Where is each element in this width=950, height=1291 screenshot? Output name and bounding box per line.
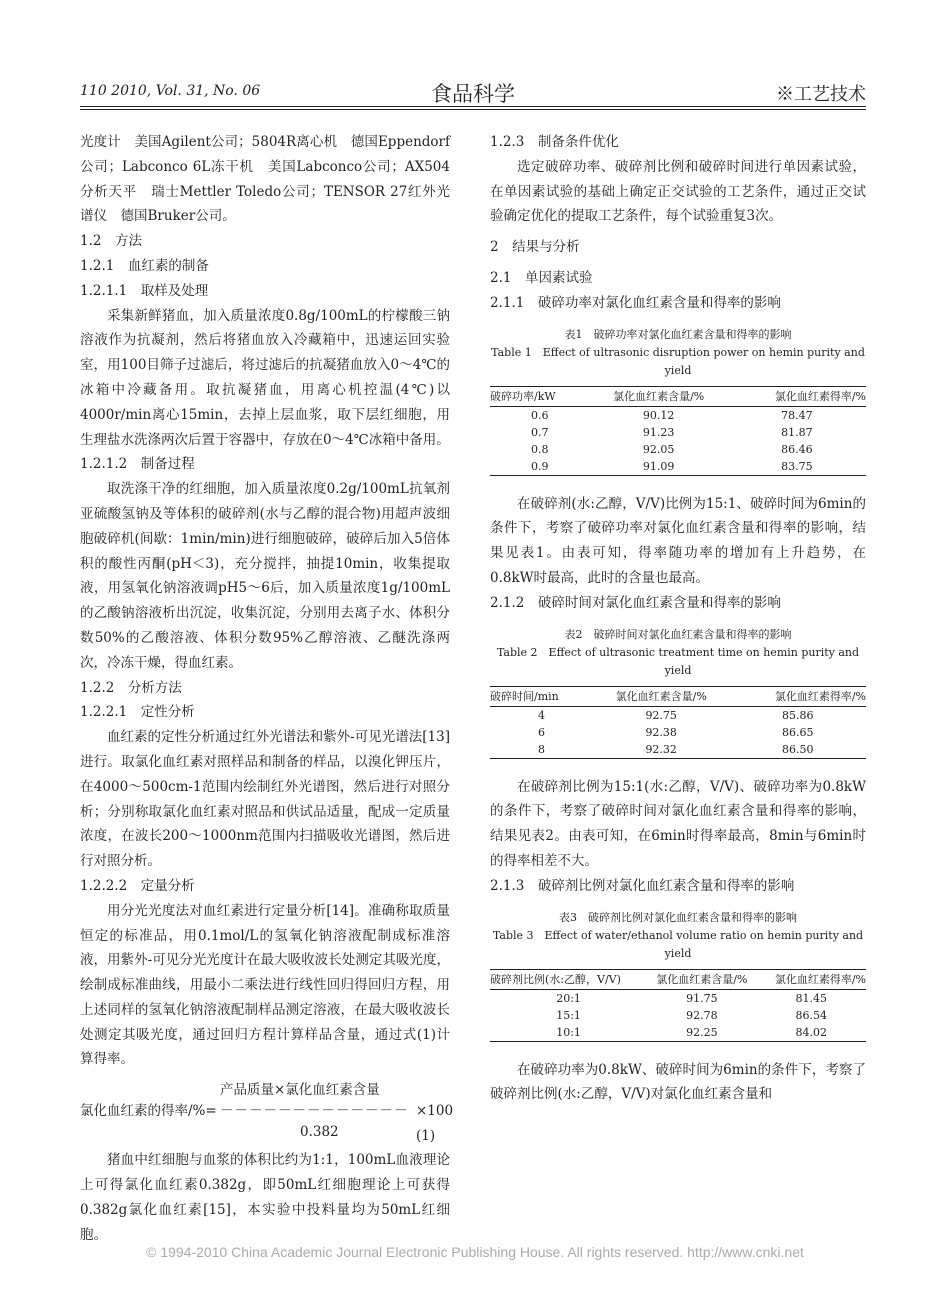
paragraph-after-table-1: 在破碎剂(水:乙醇，V/V)比例为15:1、破碎时间为6min的条件下，考察了破碎功率对氯化血红素含量和得率的影响，结果见表1。由表可知，得率随功率的增加有上升趋势，在0.8kW时最高，此时的含量也最高。 — [490, 495, 866, 586]
page-and-issue: 110 2010, Vol. 31, No. 06 — [80, 83, 261, 99]
table-header: 氯化血红素含量/% — [647, 969, 756, 989]
paragraph-equipment: 光度计 美国Agilent公司；5804R离心机 德国Eppendorf公司；Labconco 6L冻干机 美国Labconco公司；AX504分析天平 瑞士Mettler Toledo公司；TENSOR 27红外光谱仪 德国Bruker公司。 — [80, 134, 450, 225]
equation-multiplier: ×100 (1) — [416, 1103, 454, 1145]
paragraph-preparation: 取洗涤干净的红细胞，加入质量浓度0.2g/100mL抗氧剂亚硫酸氢钠及等体积的破碎剂(水与乙醇的混合物)用超声波细胞破碎机(间歇：1min/min)进行细胞破碎，破碎后加入5倍体积的酸性丙酮(pH＜3)，充分搅拌，抽提10min，收集提取液，用氢氧化钠溶液调pH5～6后，加入质量浓度1g/100mL的乙酸钠溶液析出沉淀，收集沉淀，分别用去离子水、体积分数50%的乙酸溶液、体积分数95%乙醇溶液、乙醚洗涤两次，冷冻干燥，得血红素。 — [80, 481, 450, 671]
table-row — [490, 1007, 866, 1024]
table-cell: 8 — [490, 741, 593, 759]
running-header — [80, 78, 866, 108]
heading-1-2-1-2: 1.2.1.2 制备过程 — [80, 456, 195, 473]
table-cell: 91.75 — [686, 991, 718, 1005]
table-cell: 4 — [537, 708, 545, 722]
table-header: 氯化血红素得率/% — [728, 386, 866, 406]
table-row — [490, 441, 866, 458]
table-1 — [490, 386, 866, 476]
table-row — [490, 458, 866, 476]
table-3-title-cn: 表3 破碎剂比例对氯化血红素含量和得率的影响 — [559, 910, 797, 924]
table-row — [490, 741, 866, 759]
table-cell: 81.87 — [781, 425, 813, 439]
journal-title: 食品科学 — [431, 82, 515, 106]
heading-1-2-2-2: 1.2.2.2 定量分析 — [80, 877, 195, 894]
table-cell: 78.47 — [781, 408, 813, 422]
table-2-caption — [490, 626, 866, 680]
heading-1-2-3: 1.2.3 制备条件优化 — [490, 134, 619, 150]
table-cell: 92.05 — [642, 442, 675, 456]
heading-2-1-3: 2.1.3 破碎剂比例对氯化血红素含量和得率的影响 — [490, 877, 795, 894]
paragraph-quantitative: 用分光光度法对血红素进行定量分析[14]。准确称取质量恒定的标准品，用0.1mol/L的氢氧化钠溶液配制成标准溶液，用紫外-可见分光光度计在最大吸收波长处测定其吸光度，绘制成标准曲线，用最小二乘法进行线性回归得回归方程，用上述同样的氢氧化钠溶液配制样品测定溶液，在最大吸收波长处测定其吸光度，通过回归方程计算样品含量，通过式(1)计算得率。 — [80, 902, 450, 1068]
equation-numerator: 产品质量×氯化血红素含量 — [220, 1082, 380, 1099]
table-cell: 86.65 — [781, 725, 814, 739]
paragraph-optimization: 选定破碎功率、破碎剂比例和破碎时间进行单因素试验，在单因素试验的基础上确定正交试验的工艺条件，通过正交试验确定优化的提取工艺条件，每个试验重复3次。 — [490, 158, 866, 225]
table-cell: 91.23 — [642, 425, 675, 439]
table-1-caption — [490, 326, 866, 380]
heading-1-2-1-1: 1.2.1.1 取样及处理 — [80, 282, 209, 299]
table-cell: 0.9 — [490, 458, 590, 476]
table-cell: 0.7 — [531, 425, 549, 439]
table-cell: 10:1 — [490, 1024, 647, 1042]
table-3 — [490, 969, 866, 1042]
left-column — [80, 130, 454, 1247]
heading-2-1-1: 2.1.1 破碎功率对氯化血红素含量和得率的影响 — [490, 294, 781, 311]
paragraph-after-table-3: 在破碎功率为0.8kW、破碎时间为6min的条件下，考察了破碎剂比例(水:乙醇，V/V)对氯化血红素含量和 — [490, 1061, 866, 1103]
equation-lhs: 氯化血红素的得率/%= — [80, 1103, 217, 1120]
table-header: 破碎时间/min — [490, 686, 593, 706]
table-cell: 86.46 — [781, 442, 813, 456]
table-header: 破碎剂比例(水:乙醇，V/V) — [490, 969, 647, 989]
table-row — [490, 424, 866, 441]
table-row — [490, 724, 866, 741]
table-row — [490, 1024, 866, 1042]
table-cell: 92.38 — [645, 725, 677, 739]
table-cell: 84.02 — [757, 1024, 866, 1042]
table-row — [490, 406, 866, 424]
table-cell: 92.75 — [645, 708, 677, 722]
table-cell: 92.32 — [593, 741, 730, 759]
table-cell: 85.86 — [781, 708, 814, 722]
table-cell: 86.50 — [729, 741, 866, 759]
table-row — [490, 989, 866, 1007]
table-cell: 90.12 — [642, 408, 675, 422]
table-header: 氯化血红素含量/% — [590, 386, 728, 406]
header-rule-second — [80, 109, 866, 110]
table-cell: 92.78 — [686, 1008, 718, 1022]
equation-fraction-bar: －－－－－－－－－－－－－ — [220, 1103, 409, 1120]
table-2-title-cn: 表2 破碎时间对氯化血红素含量和得率的影响 — [564, 627, 792, 641]
table-1-title-en: Table 1 Effect of ultrasonic disruption power on hemin purity and yield — [491, 345, 865, 377]
paragraph-qualitative: 血红素的定性分析通过红外光谱法和紫外-可见光谱法[13]进行。取氯化血红素对照样品和制备的样品，以溴化钾压片，在4000～500cm-1范围内绘制红外光谱图，然后进行对照分析；分别称取氯化血红素对照品和供试品适量，配成一定质量浓度，在波长200～1000nm范围内扫描吸收光谱图，然后进行对照分析。 — [80, 729, 450, 870]
paragraph-sampling: 采集新鲜猪血，加入质量浓度0.8g/100mL的柠檬酸三钠溶液作为抗凝剂，然后将猪血放入冷藏箱中，迅速运回实验室，用100目筛子过滤后，将过滤后的抗凝猪血放入0～4℃的冰箱中冷藏备用。取抗凝猪血，用离心机控温(4℃)以4000r/min离心15min，去掉上层血浆，取下层红细胞，用生理盐水洗涤两次后置于容器中，存放在0～4℃冰箱中备用。 — [80, 307, 450, 448]
copyright-footer: © 1994-2010 China Academic Journal Electronic Publishing House. All rights reserved. http://www.cnki.net — [146, 1244, 804, 1260]
table-cell: 0.6 — [531, 408, 549, 422]
table-cell: 15:1 — [556, 1008, 581, 1022]
table-cell: 0.8 — [531, 442, 549, 456]
table-cell: 91.09 — [590, 458, 728, 476]
table-header: 破碎功率/kW — [490, 386, 590, 406]
table-cell: 86.54 — [795, 1008, 828, 1022]
heading-2: 2 结果与分析 — [490, 239, 580, 256]
heading-1-2-2-1: 1.2.2.1 定性分析 — [80, 704, 195, 721]
table-2-title-en: Table 2 Effect of ultrasonic treatment time on hemin purity and yield — [496, 645, 860, 677]
table-2 — [490, 686, 866, 759]
table-cell: 20:1 — [556, 991, 581, 1005]
heading-1-2-2: 1.2.2 分析方法 — [80, 679, 182, 696]
heading-1-2: 1.2 方法 — [80, 233, 142, 250]
table-row — [490, 706, 866, 724]
heading-2-1-2: 2.1.2 破碎时间对氯化血红素含量和得率的影响 — [490, 594, 781, 611]
section-label: ※工艺技术 — [776, 84, 866, 105]
table-header: 氯化血红素得率/% — [729, 686, 866, 706]
table-header: 氯化血红素含量/% — [593, 686, 730, 706]
right-column — [490, 130, 866, 1107]
equation-1 — [80, 1078, 454, 1145]
paragraph-after-table-2: 在破碎剂比例为15:1(水:乙醇，V/V)、破碎功率为0.8kW的条件下，考察了破碎时间对氯化血红素含量和得率的影响，结果见表2。由表可知，在6min时得率最高，8min与6min时的得率相差不大。 — [490, 778, 866, 869]
equation-denominator: 0.382 — [300, 1124, 339, 1141]
heading-2-1: 2.1 单因素试验 — [490, 269, 593, 286]
table-1-title-cn: 表1 破碎功率对氯化血红素含量和得率的影响 — [564, 327, 792, 341]
table-cell: 6 — [537, 725, 545, 739]
heading-1-2-1: 1.2.1 血红素的制备 — [80, 257, 209, 274]
table-cell: 81.45 — [795, 991, 828, 1005]
header-rule — [80, 106, 866, 107]
paragraph-ratio: 猪血中红细胞与血浆的体积比约为1:1，100mL血液理论上可得氯化血红素0.382g，即50mL红细胞理论上可获得0.382g氯化血红素[15]，本实验中投料量均为50mL红细胞。 — [80, 1152, 450, 1243]
table-3-caption — [490, 909, 866, 963]
table-cell: 83.75 — [728, 458, 866, 476]
table-header: 氯化血红素得率/% — [757, 969, 866, 989]
table-cell: 92.25 — [647, 1024, 756, 1042]
table-3-title-en: Table 3 Effect of water/ethanol volume ratio on hemin purity and yield — [492, 928, 864, 960]
